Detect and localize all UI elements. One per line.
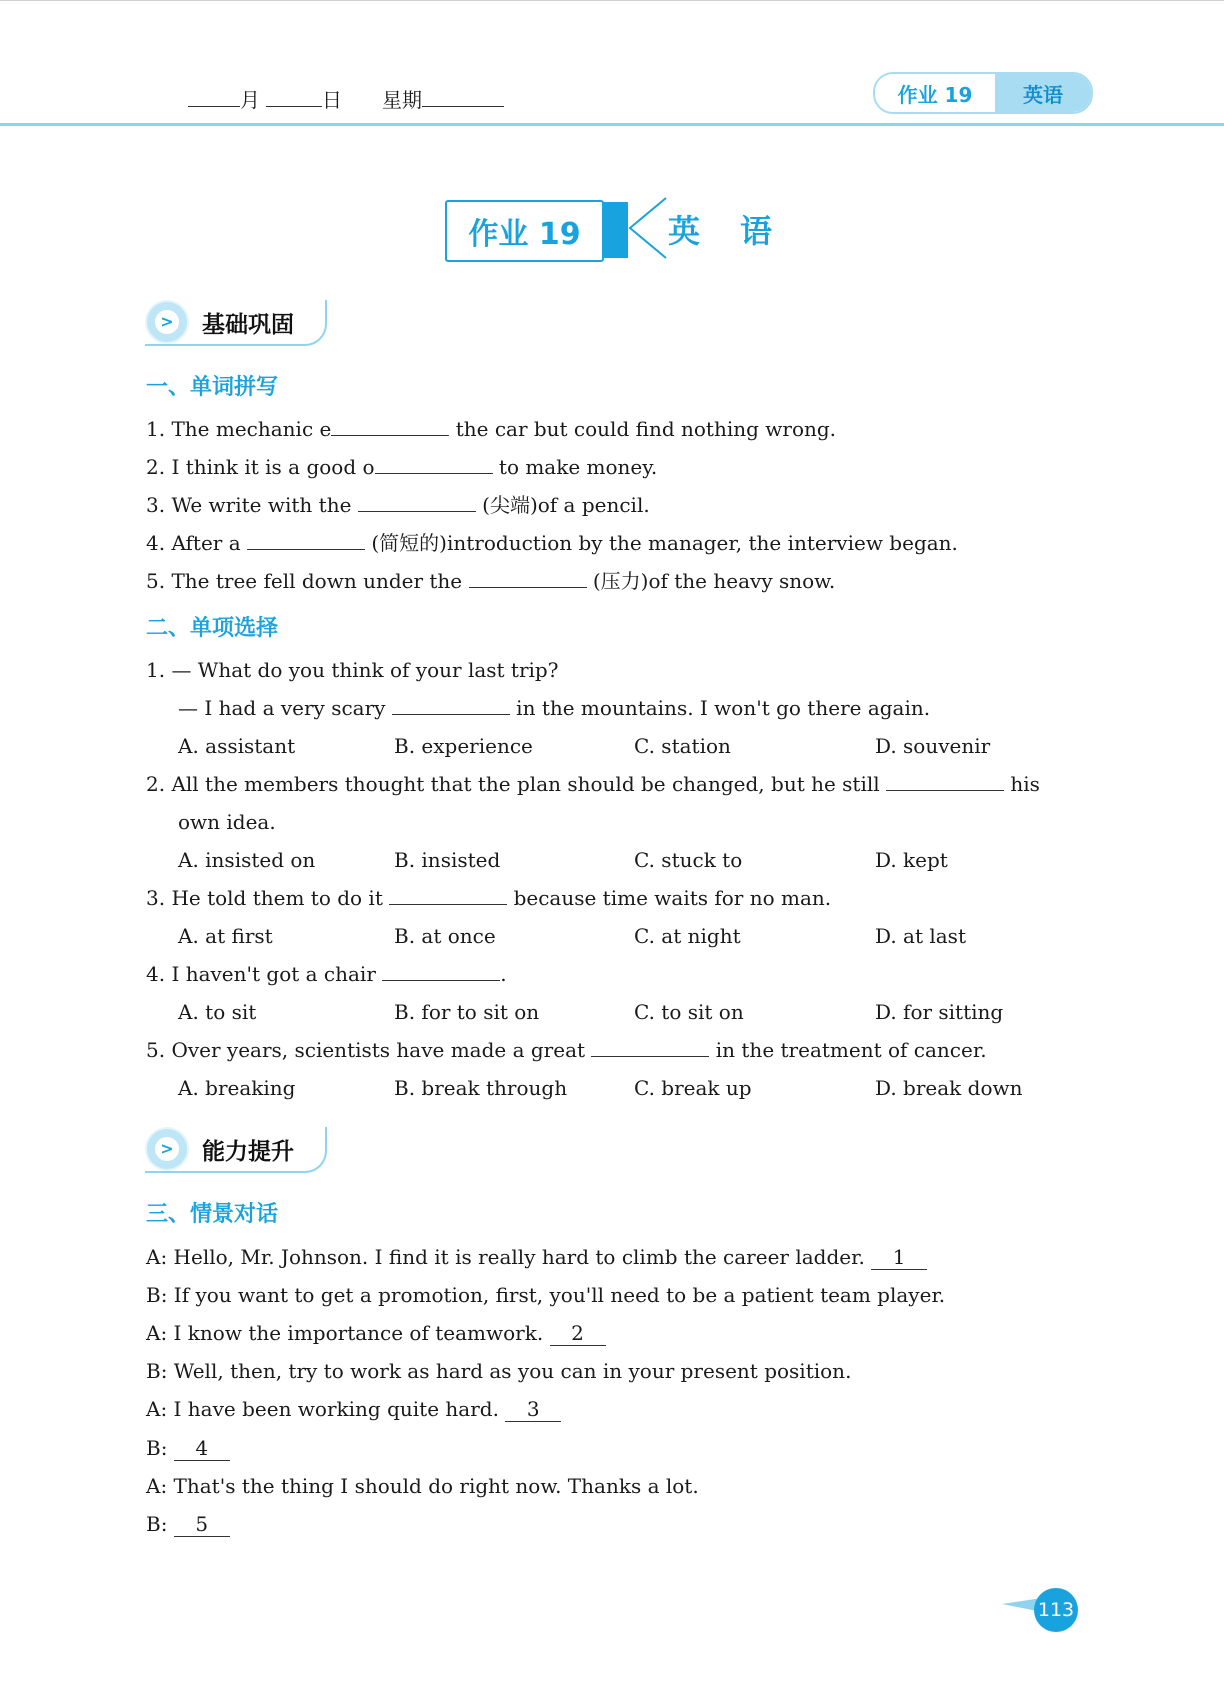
question-line: 5. The tree fell down under the (压力)of the heavy snow. xyxy=(146,569,836,593)
answer-blank[interactable] xyxy=(591,1036,709,1057)
option-a[interactable]: A. insisted on xyxy=(178,848,316,872)
options-row xyxy=(0,998,1224,1026)
option-d[interactable]: D. for sitting xyxy=(875,1000,1004,1024)
options-row xyxy=(0,1074,1224,1102)
dialogue-line: A: I have been working quite hard. 3 xyxy=(146,1395,561,1423)
dialogue-blank[interactable]: 1 xyxy=(871,1245,927,1270)
month-label: 月 xyxy=(240,88,260,112)
option-d[interactable]: D. souvenir xyxy=(875,734,991,758)
chevron-right-icon: > xyxy=(145,300,189,344)
option-d[interactable]: D. break down xyxy=(875,1076,1023,1100)
question-line: 3. He told them to do it because time waits for no man. xyxy=(146,886,832,910)
answer-blank[interactable] xyxy=(389,884,507,905)
option-c[interactable]: C. to sit on xyxy=(634,1000,744,1024)
answer-blank[interactable] xyxy=(382,960,500,981)
day-label: 日 xyxy=(322,88,342,112)
week-blank[interactable] xyxy=(422,88,504,107)
option-a[interactable]: A. to sit xyxy=(178,1000,257,1024)
part3-heading: 三、情景对话 xyxy=(146,1202,279,1227)
answer-blank[interactable] xyxy=(375,453,493,474)
option-a[interactable]: A. assistant xyxy=(178,734,296,758)
dialogue-blank[interactable]: 4 xyxy=(174,1436,230,1461)
date-line xyxy=(188,84,504,113)
option-b[interactable]: B. for to sit on xyxy=(394,1000,540,1024)
answer-blank[interactable] xyxy=(247,529,365,550)
top-border xyxy=(0,0,1224,1)
question-line: own idea. xyxy=(178,810,276,834)
options-row xyxy=(0,922,1224,950)
question-line: 4. I haven't got a chair . xyxy=(146,962,507,986)
option-c[interactable]: C. at night xyxy=(634,924,741,948)
section-banner-basic xyxy=(145,300,327,348)
option-b[interactable]: B. experience xyxy=(394,734,533,758)
dialogue-blank[interactable]: 2 xyxy=(550,1321,606,1346)
option-b[interactable]: B. break through xyxy=(394,1076,568,1100)
month-blank[interactable] xyxy=(188,88,240,107)
option-c[interactable]: C. station xyxy=(634,734,731,758)
section-title: 能力提升 xyxy=(202,1139,294,1165)
dialogue-line: A: I know the importance of teamwork. 2 xyxy=(146,1319,606,1347)
answer-blank[interactable] xyxy=(886,770,1004,791)
dialogue-line: B: 5 xyxy=(146,1510,230,1538)
answer-blank[interactable] xyxy=(331,415,449,436)
question-line: — I had a very scary in the mountains. I won't go there again. xyxy=(178,696,931,720)
question-line: 2. All the members thought that the plan should be changed, but he still his xyxy=(146,772,1040,796)
chevron-right-icon: > xyxy=(145,1127,189,1171)
section-banner-advanced xyxy=(145,1127,327,1175)
question-line: 1. The mechanic e the car but could find nothing wrong. xyxy=(146,417,837,441)
answer-blank[interactable] xyxy=(392,694,510,715)
title-bracket-icon xyxy=(626,196,670,260)
header-badge-assignment: 作业 19 xyxy=(897,82,973,107)
options-row xyxy=(0,732,1224,760)
dialogue-line: B: Well, then, try to work as hard as you can in your present position. xyxy=(146,1359,852,1383)
option-a[interactable]: A. breaking xyxy=(178,1076,296,1100)
answer-blank[interactable] xyxy=(469,567,587,588)
header-badge xyxy=(873,72,1093,114)
part1-heading: 一、单词拼写 xyxy=(146,375,279,400)
assignment-title: 作业 19 xyxy=(445,200,604,262)
option-a[interactable]: A. at first xyxy=(178,924,273,948)
question-line: 1. — What do you think of your last trip? xyxy=(146,658,559,682)
dialogue-line: A: Hello, Mr. Johnson. I find it is really hard to climb the career ladder. 1 xyxy=(146,1243,927,1271)
option-b[interactable]: B. insisted xyxy=(394,848,501,872)
option-d[interactable]: D. kept xyxy=(875,848,948,872)
subject-title: 英语 xyxy=(668,212,813,250)
question-line: 3. We write with the (尖端)of a pencil. xyxy=(146,493,650,517)
title-tab-decoration xyxy=(602,202,628,258)
option-c[interactable]: C. break up xyxy=(634,1076,752,1100)
header-divider xyxy=(0,123,1224,126)
question-line: 5. Over years, scientists have made a great in the treatment of cancer. xyxy=(146,1038,987,1062)
dialogue-line: A: That's the thing I should do right now. Thanks a lot. xyxy=(146,1474,699,1498)
question-line: 4. After a (简短的)introduction by the manager, the interview began. xyxy=(146,531,958,555)
option-c[interactable]: C. stuck to xyxy=(634,848,743,872)
dialogue-blank[interactable]: 3 xyxy=(505,1397,561,1422)
page-number: 113 xyxy=(1034,1588,1078,1632)
part2-heading: 二、单项选择 xyxy=(146,616,279,641)
section-title: 基础巩固 xyxy=(202,312,294,338)
option-b[interactable]: B. at once xyxy=(394,924,496,948)
option-d[interactable]: D. at last xyxy=(875,924,966,948)
dialogue-line: B: 4 xyxy=(146,1434,230,1462)
question-line: 2. I think it is a good o to make money. xyxy=(146,455,658,479)
dialogue-blank[interactable]: 5 xyxy=(174,1512,230,1537)
options-row xyxy=(0,846,1224,874)
header-badge-subject: 英语 xyxy=(995,74,1091,112)
dialogue-line: B: If you want to get a promotion, first, you'll need to be a patient team player. xyxy=(146,1283,946,1307)
day-blank[interactable] xyxy=(266,88,322,107)
week-label: 星期 xyxy=(382,88,422,112)
answer-blank[interactable] xyxy=(358,491,476,512)
